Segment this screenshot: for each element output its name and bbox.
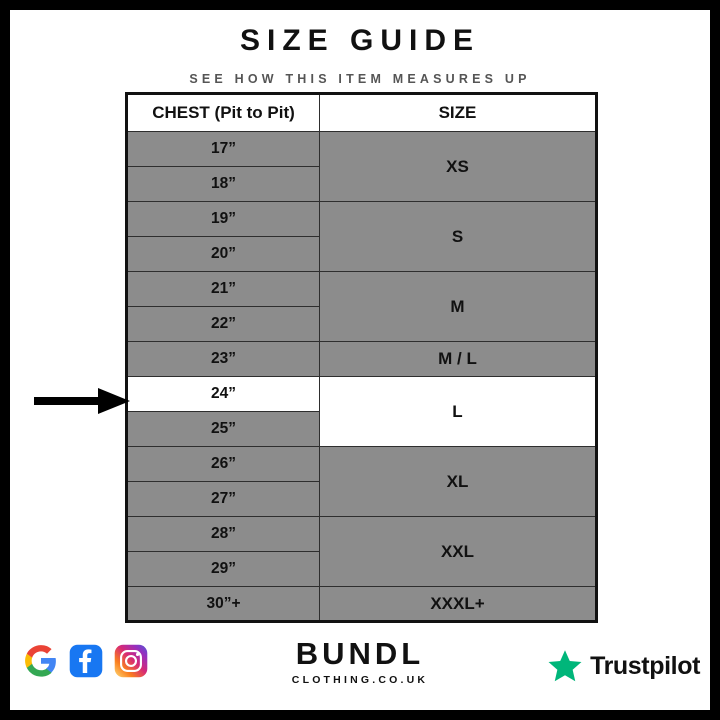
chest-value: 20” [127, 237, 320, 272]
size-guide-sheet [10, 10, 710, 710]
size-value-xs: XS [320, 132, 597, 202]
size-table [125, 92, 598, 623]
brand-name: BUNDL [295, 636, 425, 671]
chest-value-selected: 24” [127, 377, 320, 412]
table-row [127, 342, 597, 377]
trustpilot-star-icon [547, 648, 583, 684]
size-table-wrapper [125, 92, 595, 623]
selected-row-arrow-icon [32, 386, 132, 416]
chest-value: 27” [127, 482, 320, 517]
table-row [127, 272, 597, 307]
table-row [127, 447, 597, 482]
column-header-chest: CHEST (Pit to Pit) [127, 94, 320, 132]
page-title: SIZE GUIDE [239, 24, 481, 57]
table-row [127, 517, 597, 552]
chest-value: 22” [127, 307, 320, 342]
chest-value: 19” [127, 202, 320, 237]
chest-value: 29” [127, 552, 320, 587]
chest-value: 25” [127, 412, 320, 447]
chest-value: 18” [127, 167, 320, 202]
size-value-s: S [320, 202, 597, 272]
footer [10, 630, 710, 702]
chest-value: 23” [127, 342, 320, 377]
table-header-row [127, 94, 597, 132]
size-value-m: M [320, 272, 597, 342]
table-row [127, 587, 597, 622]
chest-value: 17” [127, 132, 320, 167]
column-header-size: SIZE [320, 94, 597, 132]
page-subtitle: SEE HOW THIS ITEM MEASURES UP [189, 72, 531, 86]
trustpilot-label: Trustpilot [590, 651, 700, 680]
trustpilot-badge[interactable] [547, 648, 700, 684]
size-value-ml: M / L [320, 342, 597, 377]
size-value-xl: XL [320, 447, 597, 517]
brand-url: CLOTHING.CO.UK [291, 674, 429, 686]
size-value-xxl: XXL [320, 517, 597, 587]
size-value-l: L [320, 377, 597, 447]
chest-value: 30”+ [127, 587, 320, 622]
chest-value: 26” [127, 447, 320, 482]
table-row [127, 202, 597, 237]
size-value-xxxl: XXXL+ [320, 587, 597, 622]
chest-value: 28” [127, 517, 320, 552]
table-row-selected [127, 377, 597, 412]
table-row [127, 132, 597, 167]
chest-value: 21” [127, 272, 320, 307]
